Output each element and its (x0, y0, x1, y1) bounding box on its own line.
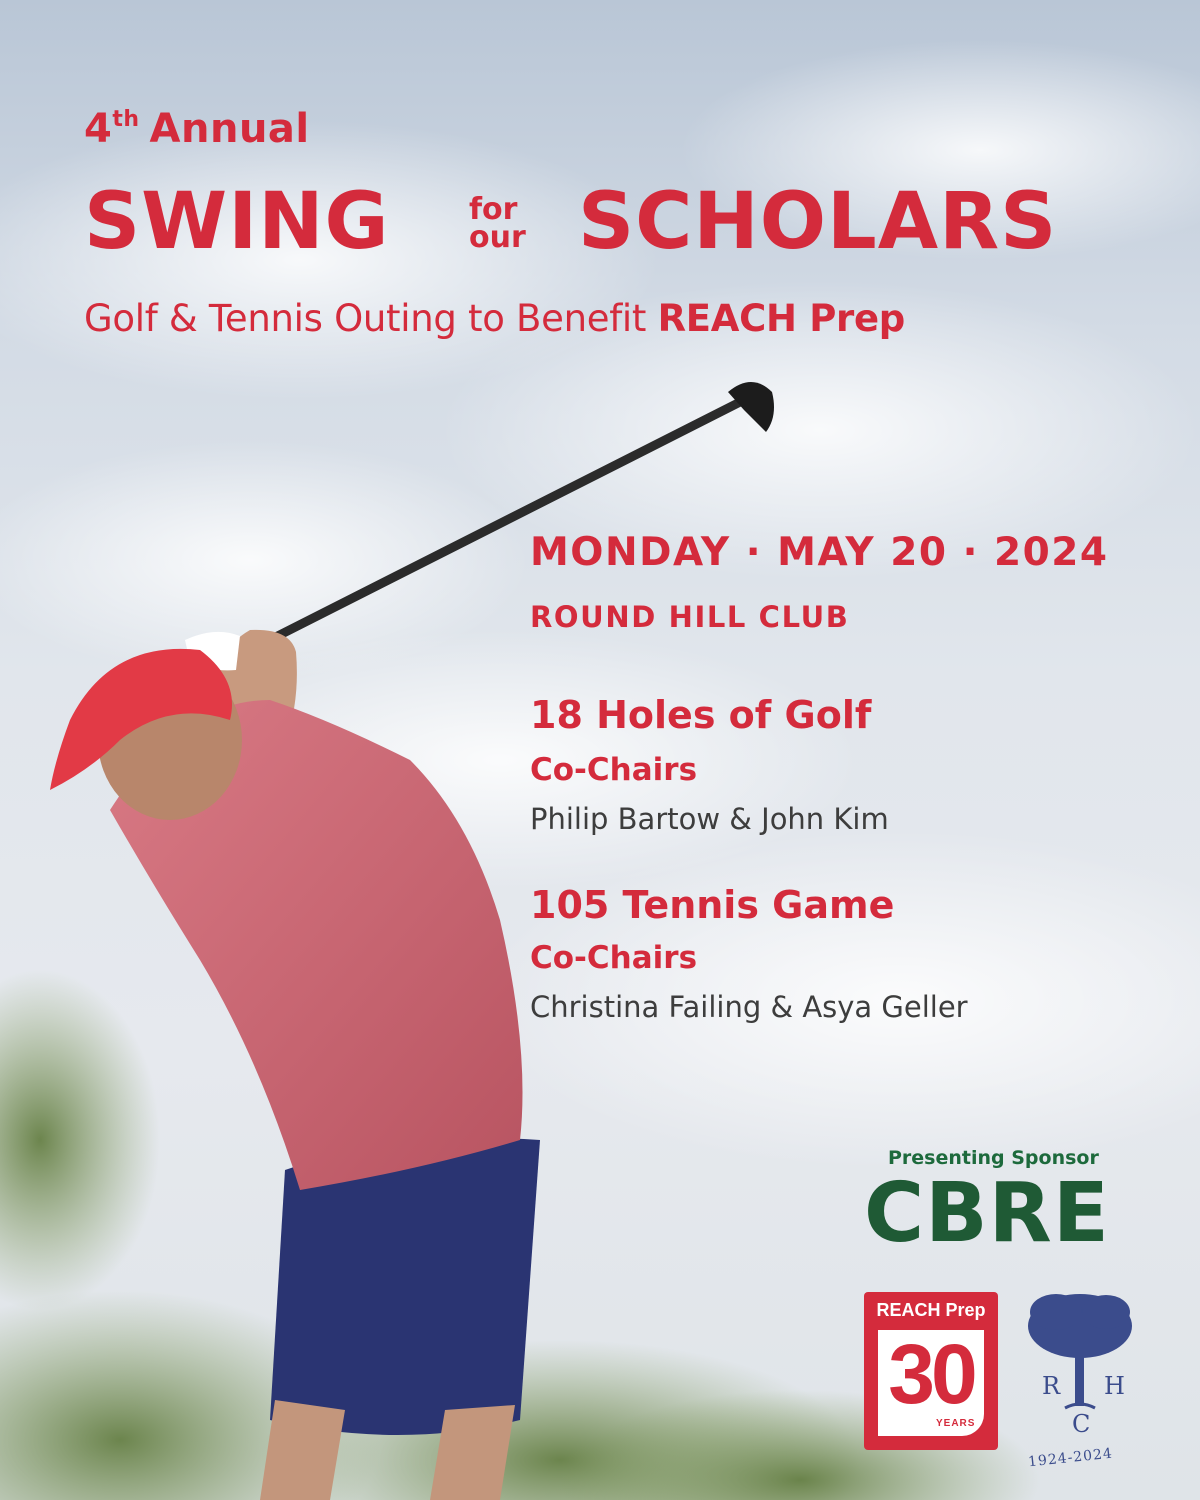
title-swing: SWING (84, 177, 390, 267)
rhc-years: 1924-2024 (1027, 1445, 1114, 1471)
reach-prep-logo-number: 30 (888, 1327, 974, 1421)
reach-prep-logo-text: REACH Prep (876, 1300, 986, 1320)
reach-prep-logo-years: YEARS (936, 1418, 976, 1429)
subtitle-beneficiary: REACH Prep (657, 297, 905, 340)
annual-heading (84, 106, 310, 152)
subtitle-plain: Golf & Tennis Outing to Benefit (84, 297, 658, 340)
event-venue: ROUND HILL CLUB (530, 600, 850, 634)
annual-word: Annual (149, 106, 310, 152)
round-hill-club-logo (1020, 1290, 1150, 1470)
event-date: MONDAY · MAY 20 · 2024 (530, 530, 1109, 575)
tree-icon (1020, 1290, 1150, 1470)
title-for: for (469, 192, 518, 227)
annual-number: 4 (84, 106, 113, 152)
title-our: our (469, 220, 526, 255)
golf-title: 18 Holes of Golf (530, 693, 872, 737)
subtitle (84, 297, 905, 340)
golf-cochairs-names: Philip Bartow & John Kim (530, 802, 889, 836)
tennis-cochairs-label: Co-Chairs (530, 940, 698, 976)
tennis-cochairs-names: Christina Failing & Asya Geller (530, 990, 968, 1024)
presenting-sponsor-label: Presenting Sponsor (888, 1147, 1099, 1169)
title-for-our (469, 192, 526, 255)
annual-suffix: th (112, 107, 140, 132)
rhc-letter-h: H (1104, 1372, 1125, 1400)
cbre-logo: CBRE (864, 1166, 1110, 1261)
golf-cochairs-label: Co-Chairs (530, 752, 698, 788)
rhc-letter-r: R (1042, 1372, 1061, 1400)
title-scholars: SCHOLARS (578, 177, 1058, 267)
tennis-title: 105 Tennis Game (530, 883, 895, 927)
rhc-letter-c: C (1072, 1410, 1091, 1438)
reach-prep-30-years-logo (864, 1292, 998, 1450)
